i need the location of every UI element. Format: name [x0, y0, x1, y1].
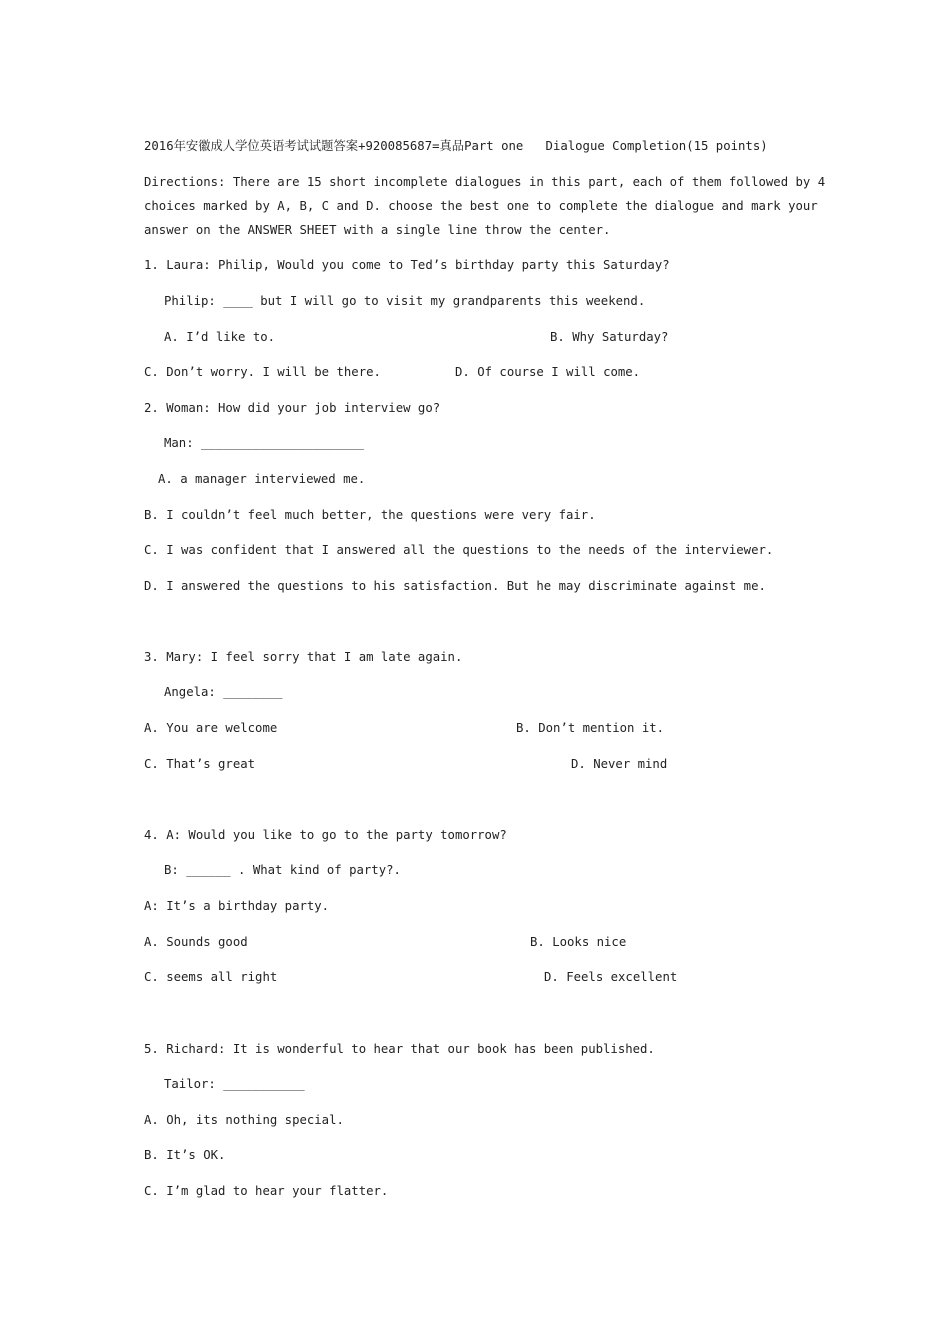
q5-option-b: B. It’s OK. [144, 1148, 226, 1162]
q3-option-c: C. That’s great [144, 757, 256, 771]
q3-reply: Angela: ________ [164, 685, 283, 699]
q4-option-d: D. Feels excellent [544, 970, 678, 984]
q5-reply: Tailor: ___________ [164, 1077, 305, 1091]
q2-option-b: B. I couldn’t feel much better, the questions were very fair. [144, 508, 596, 522]
q3-option-d: D. Never mind [571, 757, 668, 771]
q4-reply: B: ______ . What kind of party?. [164, 863, 401, 877]
q1-reply: Philip: ____ but I will go to visit my grandparents this weekend. [164, 294, 646, 308]
q1-prompt: 1. Laura: Philip, Would you come to Ted’s birthday party this Saturday? [144, 258, 670, 272]
q4-prompt: 4. A: Would you like to go to the party tomorrow? [144, 828, 507, 842]
q2-option-c: C. I was confident that I answered all the questions to the needs of the interviewer. [144, 543, 774, 557]
q2-option-a: A. a manager interviewed me. [158, 472, 366, 486]
q1-option-b: B. Why Saturday? [550, 330, 669, 344]
q2-prompt: 2. Woman: How did your job interview go? [144, 401, 441, 415]
q1-option-c: C. Don’t worry. I will be there. [144, 365, 381, 379]
q2-reply: Man: ______________________ [164, 436, 364, 450]
q4-option-b: B. Looks nice [530, 935, 627, 949]
q3-option-b: B. Don’t mention it. [516, 721, 665, 735]
q4-option-a: A. Sounds good [144, 935, 248, 949]
directions-line-1: Directions: There are 15 short incomplete dialogues in this part, each of them followed by 4 [144, 175, 826, 189]
q1-option-d: D. Of course I will come. [455, 365, 641, 379]
q5-option-a: A. Oh, its nothing special. [144, 1113, 344, 1127]
q4-reply-2: A: It’s a birthday party. [144, 899, 330, 913]
q1-option-a: A. I’d like to. [164, 330, 276, 344]
q3-prompt: 3. Mary: I feel sorry that I am late again. [144, 650, 463, 664]
q5-option-c: C. I’m glad to hear your flatter. [144, 1184, 389, 1198]
directions-line-3: answer on the ANSWER SHEET with a single line throw the center. [144, 223, 611, 237]
q3-option-a: A. You are welcome [144, 721, 278, 735]
directions-line-2: choices marked by A, B, C and D. choose the best one to complete the dialogue and mark your [144, 199, 818, 213]
q4-option-c: C. seems all right [144, 970, 278, 984]
q5-prompt: 5. Richard: It is wonderful to hear that our book has been published. [144, 1042, 655, 1056]
page-title: 2016年安徽成人学位英语考试试题答案+920085687=真品Part one Dialogue Completion(15 points) [144, 139, 768, 153]
q2-option-d: D. I answered the questions to his satisfaction. But he may discriminate against me. [144, 579, 766, 593]
